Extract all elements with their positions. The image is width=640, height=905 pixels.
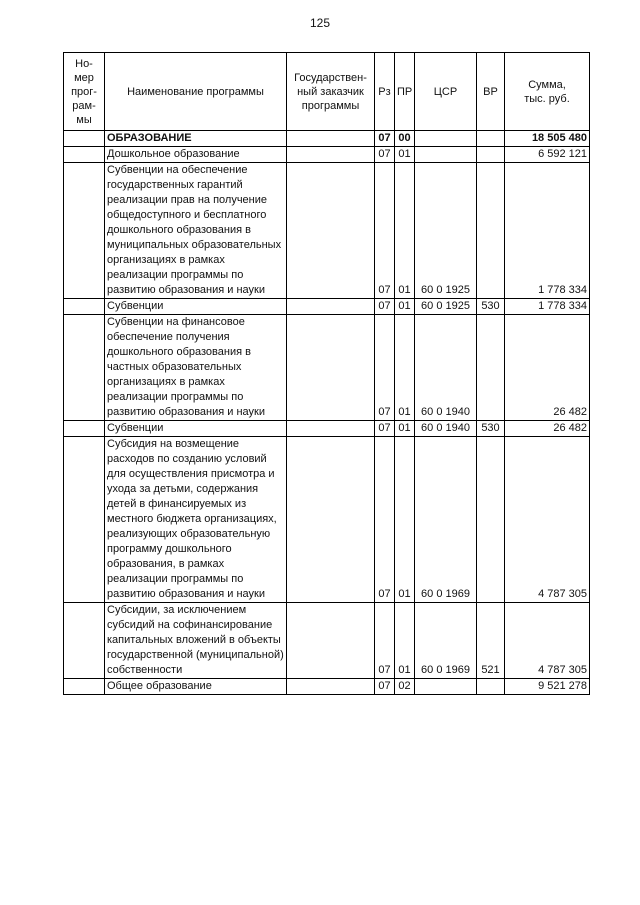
cell-csr: 60 0 1969 <box>415 603 477 679</box>
cell-sum: 6 592 121 <box>505 147 590 163</box>
cell-rz: 07 <box>375 437 395 603</box>
cell-pr: 00 <box>395 131 415 147</box>
cell-rz: 07 <box>375 421 395 437</box>
cell-state-customer <box>287 437 375 603</box>
cell-vr <box>477 437 505 603</box>
cell-program-number <box>64 679 105 695</box>
table-row <box>64 679 590 695</box>
header-sum: Сумма, тыс. руб. <box>505 53 590 131</box>
cell-pr: 01 <box>395 421 415 437</box>
cell-rz: 07 <box>375 163 395 299</box>
header-program-name: Наименование программы <box>105 53 287 131</box>
header-vr: ВР <box>477 53 505 131</box>
cell-sum: 26 482 <box>505 421 590 437</box>
cell-rz: 07 <box>375 315 395 421</box>
cell-state-customer <box>287 315 375 421</box>
cell-program-name: Общее образование <box>105 679 287 695</box>
cell-csr <box>415 679 477 695</box>
cell-pr: 01 <box>395 315 415 421</box>
cell-vr <box>477 163 505 299</box>
cell-program-name: Субвенции <box>105 421 287 437</box>
cell-csr: 60 0 1969 <box>415 437 477 603</box>
table-row <box>64 421 590 437</box>
cell-state-customer <box>287 299 375 315</box>
cell-rz: 07 <box>375 299 395 315</box>
cell-program-number <box>64 147 105 163</box>
cell-state-customer <box>287 603 375 679</box>
table-row <box>64 299 590 315</box>
cell-vr: 521 <box>477 603 505 679</box>
cell-sum: 4 787 305 <box>505 437 590 603</box>
cell-pr: 02 <box>395 679 415 695</box>
cell-program-name: Субвенции на финансовое обеспечение получения дошкольного образования в частных образовательных организациях в рамках реализации программы по развитию образования и науки <box>105 315 287 421</box>
cell-sum: 26 482 <box>505 315 590 421</box>
cell-csr: 60 0 1925 <box>415 299 477 315</box>
cell-state-customer <box>287 131 375 147</box>
cell-sum: 9 521 278 <box>505 679 590 695</box>
cell-vr: 530 <box>477 299 505 315</box>
cell-rz: 07 <box>375 131 395 147</box>
cell-csr <box>415 147 477 163</box>
cell-sum: 1 778 334 <box>505 299 590 315</box>
header-program-number: Но- мер прог- рам- мы <box>64 53 105 131</box>
cell-program-number <box>64 603 105 679</box>
cell-program-number <box>64 315 105 421</box>
table-row <box>64 437 590 603</box>
cell-program-name: ОБРАЗОВАНИЕ <box>105 131 287 147</box>
cell-pr: 01 <box>395 163 415 299</box>
cell-state-customer <box>287 147 375 163</box>
cell-program-number <box>64 163 105 299</box>
cell-vr <box>477 131 505 147</box>
cell-program-number <box>64 131 105 147</box>
cell-csr: 60 0 1940 <box>415 315 477 421</box>
cell-state-customer <box>287 421 375 437</box>
page-number: 125 <box>309 16 331 30</box>
table-row <box>64 131 590 147</box>
cell-vr <box>477 147 505 163</box>
cell-pr: 01 <box>395 147 415 163</box>
table-row <box>64 163 590 299</box>
table-row <box>64 147 590 163</box>
cell-program-number <box>64 437 105 603</box>
cell-rz: 07 <box>375 603 395 679</box>
header-csr: ЦСР <box>415 53 477 131</box>
cell-sum: 4 787 305 <box>505 603 590 679</box>
header-rz: Рз <box>375 53 395 131</box>
cell-rz: 07 <box>375 147 395 163</box>
budget-table <box>63 52 590 695</box>
cell-state-customer <box>287 679 375 695</box>
cell-csr: 60 0 1940 <box>415 421 477 437</box>
cell-state-customer <box>287 163 375 299</box>
cell-sum: 18 505 480 <box>505 131 590 147</box>
cell-rz: 07 <box>375 679 395 695</box>
cell-vr <box>477 315 505 421</box>
cell-vr <box>477 679 505 695</box>
cell-program-number <box>64 299 105 315</box>
cell-csr: 60 0 1925 <box>415 163 477 299</box>
cell-sum: 1 778 334 <box>505 163 590 299</box>
cell-csr <box>415 131 477 147</box>
table-row <box>64 315 590 421</box>
header-state-customer: Государствен- ный заказчик программы <box>287 53 375 131</box>
header-pr: ПР <box>395 53 415 131</box>
cell-pr: 01 <box>395 299 415 315</box>
cell-pr: 01 <box>395 603 415 679</box>
cell-program-name: Субвенции на обеспечение государственных гарантий реализации прав на получение общедоступного и бесплатного дошкольного образования в муниципальных образовательных организациях в рамках реализации программы по развитию образования и науки <box>105 163 287 299</box>
cell-vr: 530 <box>477 421 505 437</box>
cell-program-name: Субсидия на возмещение расходов по созданию условий для осуществления присмотра и ухода за детьми, содержания детей в финансируемых из местного бюджета организациях, реализующих образовательную программу дошкольного образования, в рамках реализации программы по развитию образования и науки <box>105 437 287 603</box>
cell-pr: 01 <box>395 437 415 603</box>
table-header-row <box>64 53 590 131</box>
table-row <box>64 603 590 679</box>
cell-program-name: Субсидии, за исключением субсидий на софинансирование капитальных вложений в объекты государственной (муниципальной) собственности <box>105 603 287 679</box>
cell-program-number <box>64 421 105 437</box>
cell-program-name: Дошкольное образование <box>105 147 287 163</box>
cell-program-name: Субвенции <box>105 299 287 315</box>
